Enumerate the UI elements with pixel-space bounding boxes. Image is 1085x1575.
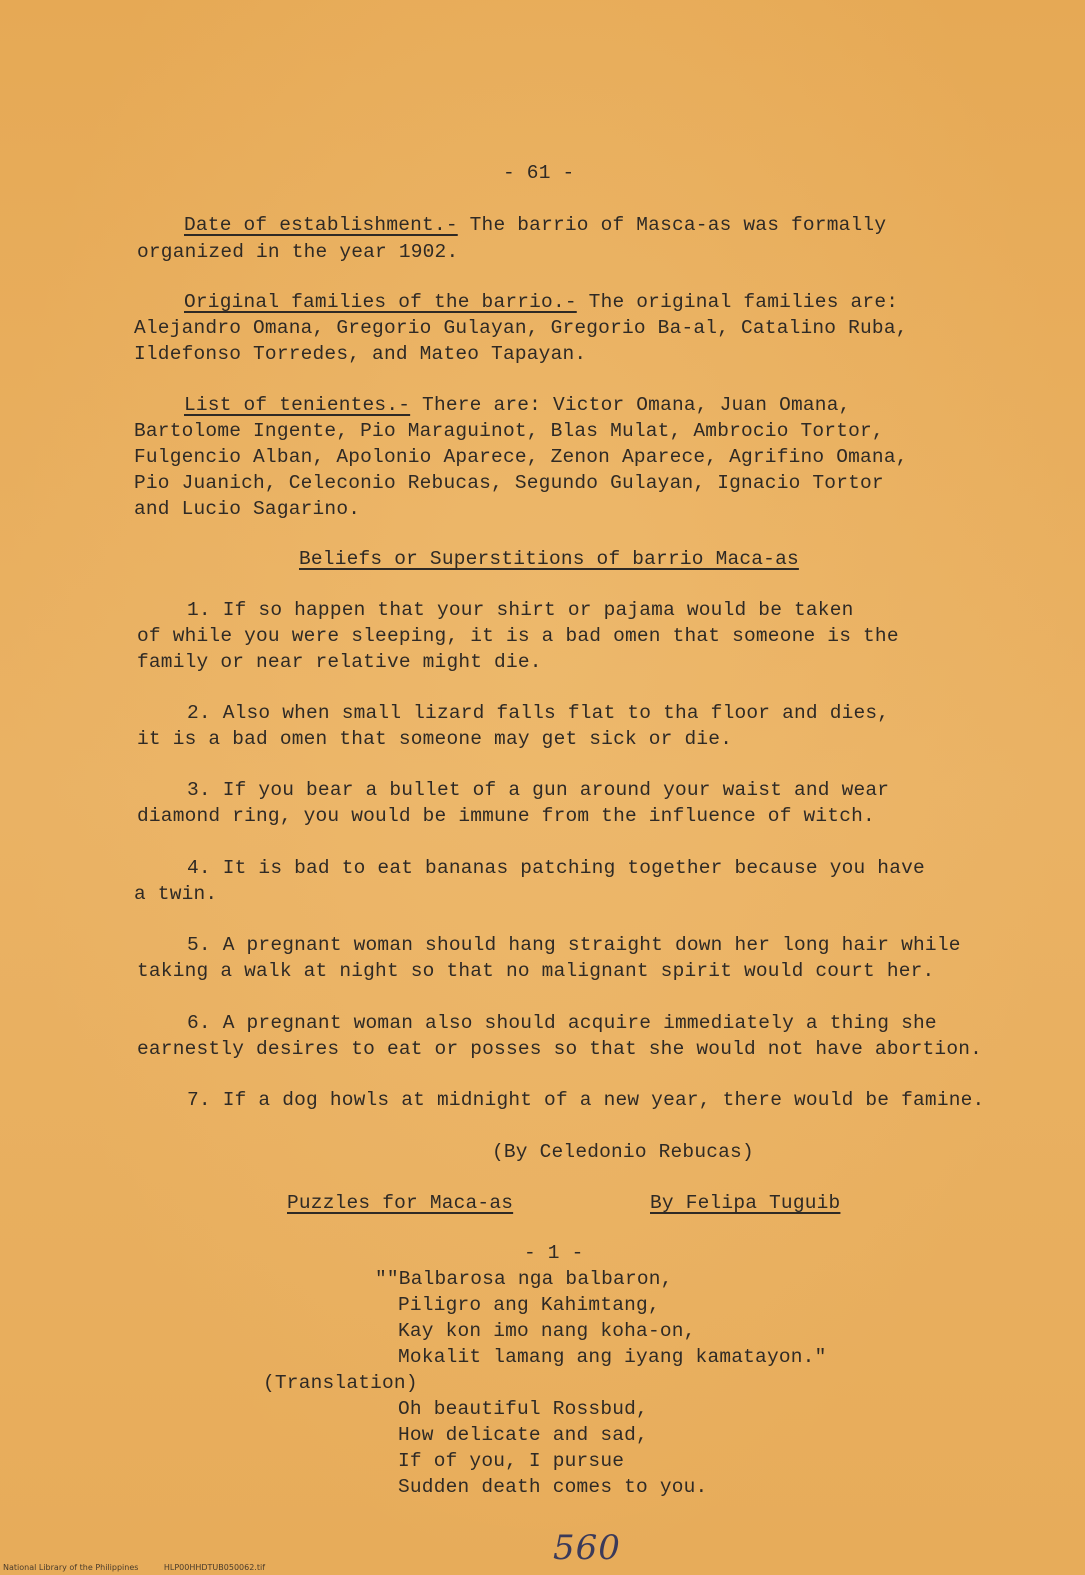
- date-paragraph-line-2: organized in the year 1902.: [137, 241, 459, 263]
- date-paragraph-line-1: [184, 212, 886, 238]
- families-paragraph-line-1: [184, 289, 898, 315]
- translation-line-3: If of you, I pursue: [398, 1450, 625, 1472]
- belief-6-line-1: 6. A pregnant woman also should acquire immediately a thing she: [187, 1012, 937, 1034]
- archive-name: National Library of the Philippines: [3, 1563, 139, 1572]
- date-heading: Date of establishment.-: [184, 214, 458, 236]
- puzzle-verse-line-1: ""Balbarosa nga balbaron,: [375, 1268, 673, 1290]
- archive-filename: HLP00HHDTUB050062.tif: [163, 1563, 266, 1572]
- belief-2-line-2: it is a bad omen that someone may get sick or die.: [137, 728, 733, 750]
- tenientes-paragraph-line-4: Pio Juanich, Celeconio Rebucas, Segundo Gulayan, Ignacio Tortor: [134, 472, 884, 494]
- puzzle-number: - 1 -: [524, 1242, 584, 1264]
- belief-2-line-1: 2. Also when small lizard falls flat to tha floor and dies,: [187, 702, 890, 724]
- beliefs-attribution: (By Celedonio Rebucas): [492, 1141, 754, 1163]
- puzzle-verse-line-2: Piligro ang Kahimtang,: [398, 1294, 660, 1316]
- belief-4-line-2: a twin.: [134, 883, 218, 905]
- belief-6-line-2: earnestly desires to eat or posses so that she would not have abortion.: [137, 1038, 983, 1060]
- puzzles-author: By Felipa Tuguib: [650, 1192, 841, 1214]
- belief-5-line-2: taking a walk at night so that no malignant spirit would court her.: [137, 960, 935, 982]
- archive-footer: [3, 1563, 265, 1572]
- belief-1-line-2: of while you were sleeping, it is a bad omen that someone is the: [137, 625, 899, 647]
- families-paragraph-line-3: Ildefonso Torredes, and Mateo Tapayan.: [134, 343, 587, 365]
- tenientes-paragraph-line-3: Fulgencio Alban, Apolonio Aparece, Zenon Aparece, Agrifino Omana,: [134, 446, 908, 468]
- tenientes-paragraph-line-2: Bartolome Ingente, Pio Maraguinot, Blas Mulat, Ambrocio Tortor,: [134, 420, 884, 442]
- belief-3-line-1: 3. If you bear a bullet of a gun around your waist and wear: [187, 779, 890, 801]
- tenientes-paragraph-line-1: [184, 392, 851, 418]
- belief-1-line-3: family or near relative might die.: [137, 651, 542, 673]
- puzzle-verse-line-3: Kay kon imo nang koha-on,: [398, 1320, 696, 1342]
- belief-5-line-1: 5. A pregnant woman should hang straight down her long hair while: [187, 934, 961, 956]
- translation-line-1: Oh beautiful Rossbud,: [398, 1398, 648, 1420]
- translation-label: (Translation): [263, 1372, 418, 1394]
- date-text-1: The barrio of Masca-as was formally: [457, 214, 887, 236]
- tenientes-heading: List of tenientes.-: [184, 394, 411, 416]
- tenientes-paragraph-line-5: and Lucio Sagarino.: [134, 498, 361, 520]
- families-heading: Original families of the barrio.-: [184, 291, 577, 313]
- page-number: - 61 -: [503, 162, 575, 184]
- puzzles-heading: Puzzles for Maca-as: [287, 1192, 514, 1214]
- puzzle-verse-line-4: Mokalit lamang ang iyang kamatayon.": [398, 1346, 827, 1368]
- belief-3-line-2: diamond ring, you would be immune from the influence of witch.: [137, 805, 875, 827]
- tenientes-text-1: There are: Victor Omana, Juan Omana,: [410, 394, 851, 416]
- belief-1-line-1: 1. If so happen that your shirt or pajama would be taken: [187, 599, 854, 621]
- translation-line-4: Sudden death comes to you.: [398, 1476, 708, 1498]
- handwritten-page-number: 560: [553, 1528, 621, 1568]
- families-paragraph-line-2: Alejandro Omana, Gregorio Gulayan, Gregorio Ba-al, Catalino Ruba,: [134, 317, 908, 339]
- belief-4-line-1: 4. It is bad to eat bananas patching together because you have: [187, 857, 925, 879]
- translation-line-2: How delicate and sad,: [398, 1424, 648, 1446]
- belief-7-line-1: 7. If a dog howls at midnight of a new year, there would be famine.: [187, 1089, 985, 1111]
- families-text-1: The original families are:: [576, 291, 899, 313]
- beliefs-heading: Beliefs or Superstitions of barrio Maca-as: [299, 548, 799, 570]
